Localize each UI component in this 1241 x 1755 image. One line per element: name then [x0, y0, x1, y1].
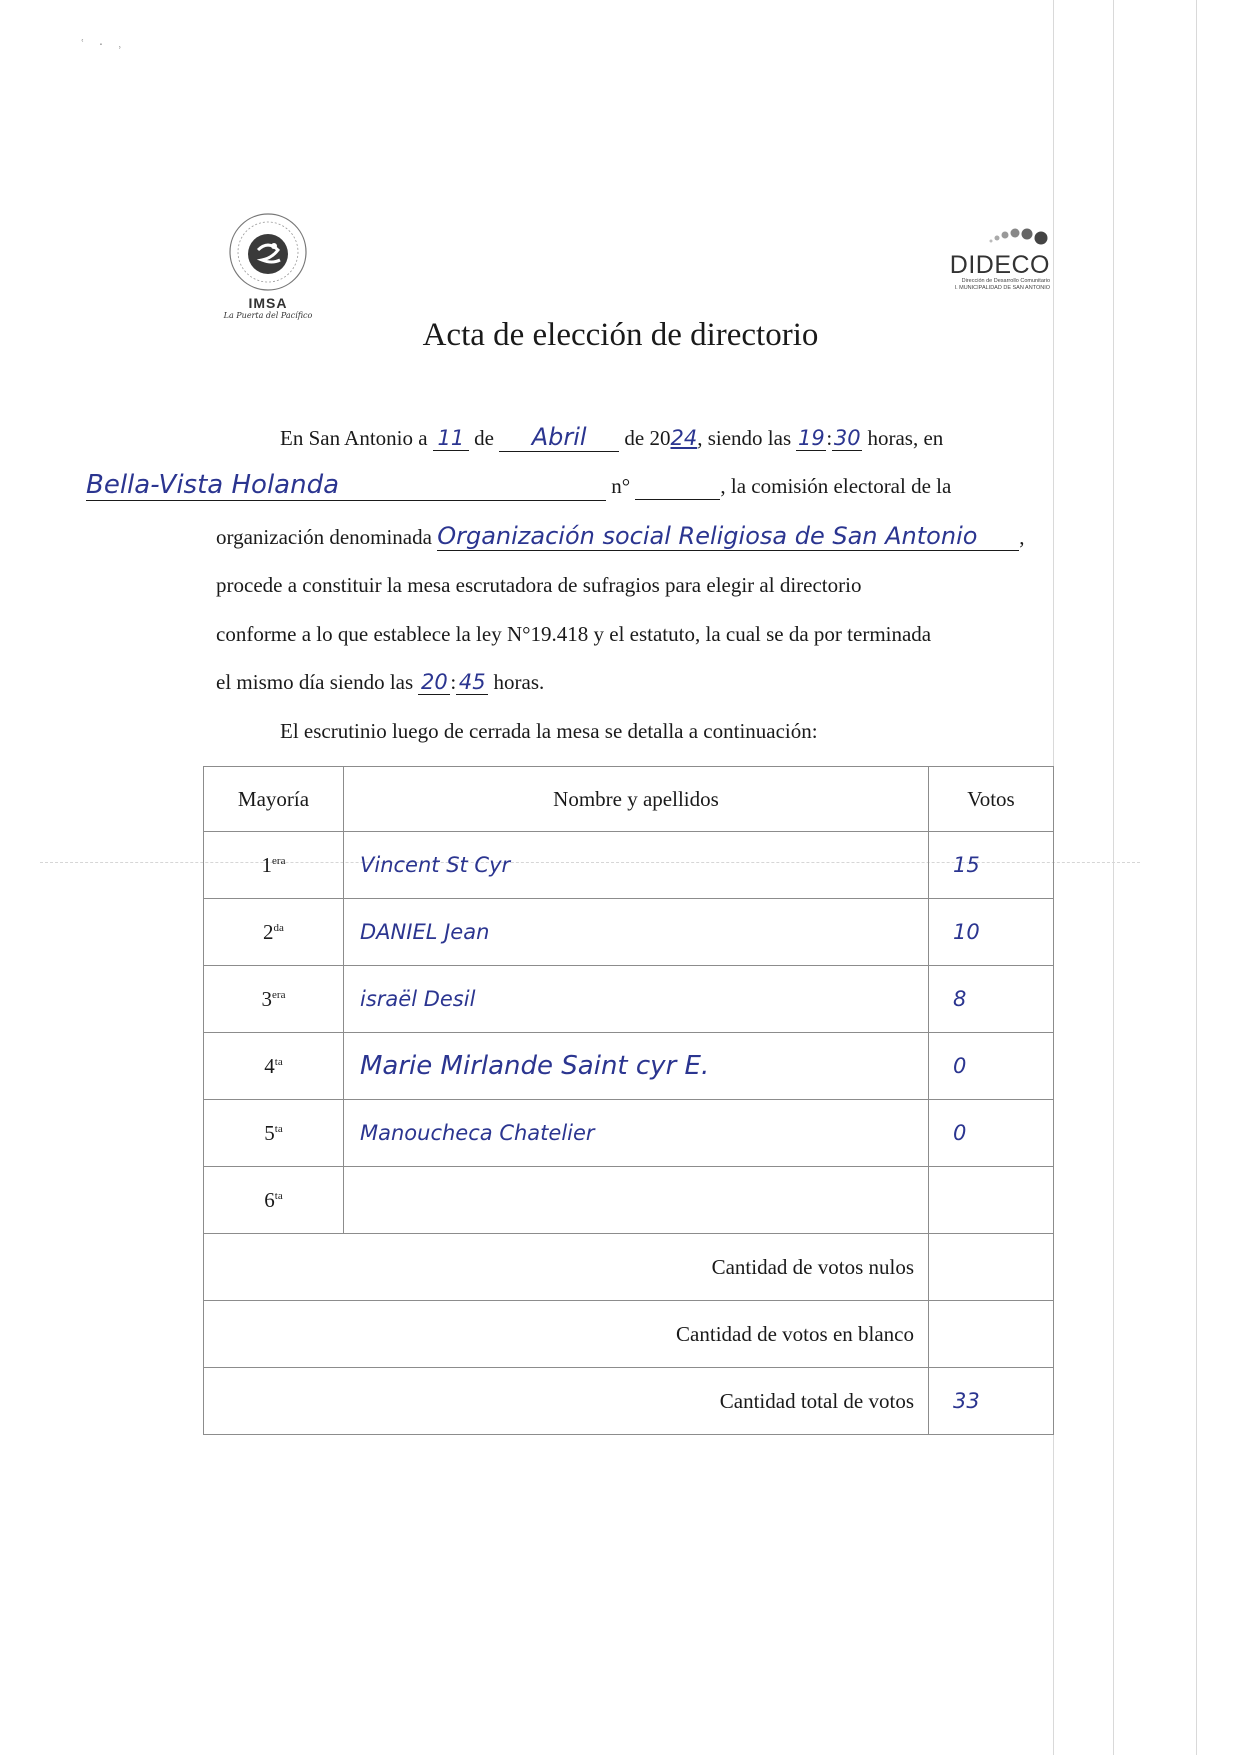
body-text: conforme a lo que establece la ley N°19.418 y el estatuto, la cual se da por terminada [216, 622, 932, 646]
static-text: el mismo día siendo las [216, 670, 414, 694]
rank-cell [204, 899, 344, 966]
candidate-name: Marie Mirlande Saint cyr E. [344, 1033, 929, 1100]
static-text: n° [611, 474, 631, 498]
static-text: : [450, 670, 457, 694]
candidate-name: Manoucheca Chatelier [344, 1100, 929, 1167]
candidate-name: DANIEL Jean [344, 899, 929, 966]
handwritten-end-hour: 20 [418, 670, 450, 695]
handwritten-start-minute: 30 [833, 426, 861, 450]
static-text: de 20 [624, 426, 671, 450]
rank-cell [204, 966, 344, 1033]
place-line [86, 470, 951, 501]
rank-cell [204, 1167, 344, 1234]
handwritten-organization: Organización social Religiosa de San Antonio [437, 522, 1019, 551]
table-row [204, 1033, 1054, 1100]
dideco-logo-name: DIDECO [949, 251, 1050, 279]
organization-line [216, 522, 1024, 551]
rank-cell [204, 1100, 344, 1167]
rank-number: 3 [261, 986, 273, 1011]
rank-suffix: da [273, 921, 284, 934]
static-text: horas, en [867, 426, 944, 450]
handwritten-end-minute: 45 [456, 670, 488, 695]
candidate-votes: 0 [929, 1033, 1054, 1100]
fold-line [1113, 0, 1114, 1755]
rank-suffix: ta [274, 1122, 283, 1135]
candidate-name: Vincent St Cyr [344, 832, 929, 899]
dideco-dots-icon [925, 225, 1050, 247]
candidate-votes: 10 [929, 899, 1054, 966]
rank-number: 4 [264, 1053, 275, 1078]
candidate-name: israël Desil [344, 966, 929, 1033]
handwritten-start-hour: 19 [798, 426, 825, 450]
candidate-votes [929, 1167, 1054, 1234]
summary-row-null [204, 1234, 1054, 1301]
rank-cell [204, 832, 344, 899]
rank-suffix: era [272, 854, 286, 867]
static-text: : [826, 426, 833, 450]
handwritten-day: 11 [433, 426, 469, 451]
static-text: , siendo las [697, 426, 792, 450]
dideco-logo-subtitle: I. MUNICIPALIDAD DE SAN ANTONIO [954, 285, 1050, 291]
summary-row-blank [204, 1301, 1054, 1368]
rank-suffix: ta [274, 1189, 283, 1202]
table-row [204, 832, 1054, 899]
handwritten-year: 24 [670, 426, 698, 450]
rank-number: 5 [264, 1120, 275, 1145]
blank-votes-label: Cantidad de votos en blanco [204, 1301, 929, 1368]
body-text: procede a constituir la mesa escrutadora de sufragios para elegir al directorio [216, 573, 862, 597]
blank-votes-value [929, 1301, 1054, 1368]
rank-suffix: ta [274, 1055, 283, 1068]
rank-suffix: era [272, 988, 286, 1001]
summary-row-total [204, 1368, 1054, 1435]
static-text: En San Antonio a [280, 426, 428, 450]
fold-line [1196, 0, 1197, 1755]
rank-number: 6 [264, 1187, 275, 1212]
total-votes-label: Cantidad total de votos [204, 1368, 929, 1435]
handwritten-place: Bella-Vista Holanda [86, 470, 606, 501]
dideco-logo [925, 225, 1050, 292]
static-text: , la comisión electoral de la [720, 474, 952, 498]
table-header-row [204, 767, 1054, 832]
header-votes: Votos [929, 767, 1054, 832]
table-row [204, 1167, 1054, 1234]
imsa-logo-tagline: La Puerta del Pacífico [223, 311, 313, 320]
static-text: horas. [493, 670, 545, 694]
candidate-name [344, 1167, 929, 1234]
body-text: El escrutinio luego de cerrada la mesa se detalla a continuación: [280, 719, 818, 743]
total-votes-value: 33 [929, 1368, 1054, 1435]
static-text: organización denominada [216, 525, 432, 549]
closing-time-line [216, 670, 544, 695]
rank-number: 1 [261, 852, 273, 877]
date-line [280, 423, 943, 452]
null-votes-value [929, 1234, 1054, 1301]
header-name: Nombre y apellidos [344, 767, 929, 832]
rank-number: 2 [263, 919, 274, 944]
table-row [204, 1100, 1054, 1167]
dideco-logo-subtitle: Dirección de Desarrollo Comunitario [961, 278, 1050, 284]
static-text: de [474, 426, 494, 450]
document-title: Acta de elección de directorio [422, 317, 819, 353]
imsa-seal-icon [228, 212, 308, 292]
candidate-votes: 8 [929, 966, 1054, 1033]
candidate-votes: 15 [929, 832, 1054, 899]
imsa-logo [213, 212, 323, 320]
null-votes-label: Cantidad de votos nulos [204, 1234, 929, 1301]
rank-cell [204, 1033, 344, 1100]
handwritten-month: Abril [499, 423, 619, 452]
table-row [204, 899, 1054, 966]
imsa-logo-name: IMSA [248, 295, 288, 311]
static-text: , [1019, 525, 1025, 549]
election-results-table [203, 766, 1054, 1435]
number-field [635, 474, 720, 500]
paper-marks: ʿ · ˒ [80, 38, 122, 53]
candidate-votes: 0 [929, 1100, 1054, 1167]
table-row [204, 966, 1054, 1033]
header-rank: Mayoría [204, 767, 344, 832]
